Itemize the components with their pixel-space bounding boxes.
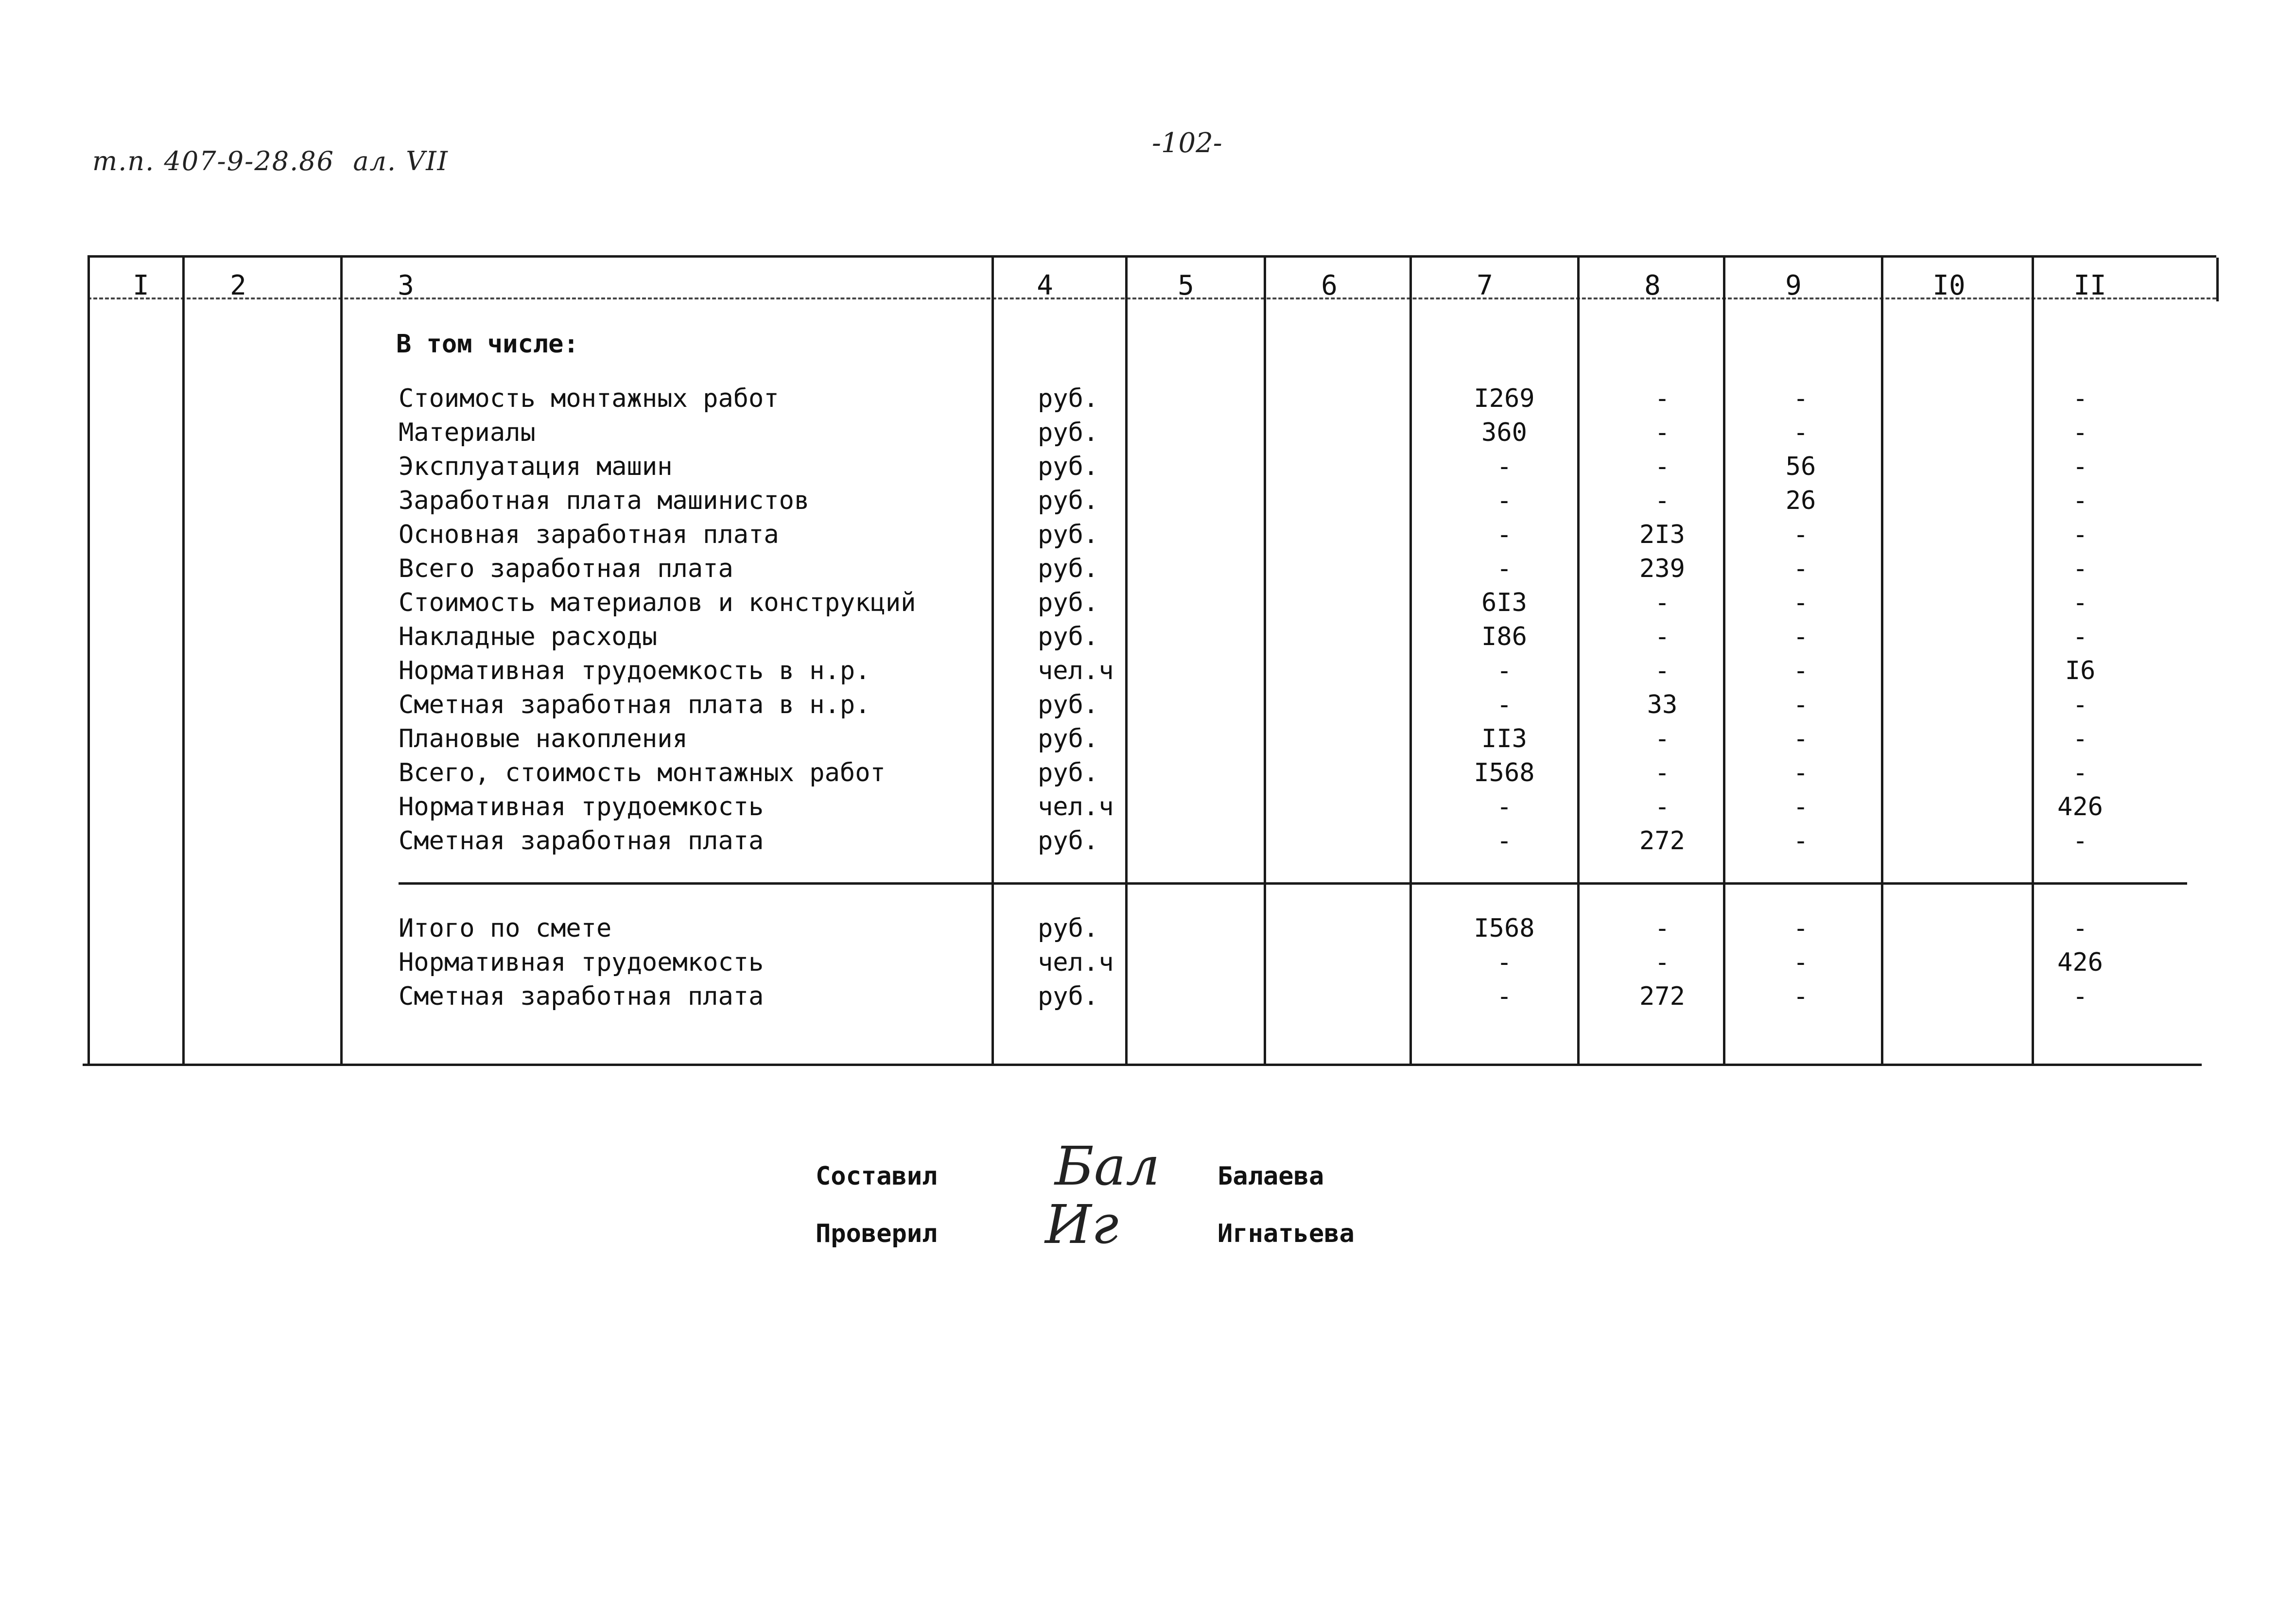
checked-signature: Иг xyxy=(1045,1193,1119,1256)
value-c8: 272 xyxy=(1639,982,1685,1011)
value-c7: I568 xyxy=(1474,914,1535,943)
value-c8: - xyxy=(1654,384,1670,413)
value-c8: - xyxy=(1654,914,1670,943)
column-header: I0 xyxy=(1932,270,1966,301)
row-unit: руб. xyxy=(1038,622,1099,651)
value-c11: - xyxy=(2072,914,2088,943)
column-rule xyxy=(340,258,343,1065)
row-unit: руб. xyxy=(1038,452,1099,481)
value-c8: - xyxy=(1654,948,1670,977)
value-c7: I568 xyxy=(1474,758,1535,787)
column-rule xyxy=(2216,258,2219,301)
value-c9: - xyxy=(1793,982,1809,1011)
value-c11: - xyxy=(2072,826,2088,856)
value-c11: - xyxy=(2072,520,2088,549)
row-label: Нормативная трудоемкость в н.р. xyxy=(399,656,870,685)
value-c8: - xyxy=(1654,452,1670,481)
value-c9: - xyxy=(1793,622,1809,651)
value-c8: - xyxy=(1654,622,1670,651)
row-label: Заработная плата машинистов xyxy=(399,486,810,515)
value-c7: - xyxy=(1496,520,1512,549)
row-unit: руб. xyxy=(1038,384,1099,413)
value-c8: - xyxy=(1654,792,1670,821)
row-unit: руб. xyxy=(1038,690,1099,719)
checked-label: Проверил xyxy=(816,1219,938,1248)
row-unit: руб. xyxy=(1038,520,1099,549)
value-c11: - xyxy=(2072,982,2088,1011)
value-c11: 426 xyxy=(2057,948,2103,977)
column-rule xyxy=(87,258,90,1065)
value-c7: - xyxy=(1496,656,1512,685)
value-c7: - xyxy=(1496,826,1512,856)
value-c7: II3 xyxy=(1481,724,1527,753)
value-c9: - xyxy=(1793,520,1809,549)
compiled-signature: Бал xyxy=(1055,1135,1160,1197)
column-rule xyxy=(1264,258,1266,1065)
value-c9: - xyxy=(1793,554,1809,583)
compiled-name: Балаева xyxy=(1218,1162,1324,1191)
row-label: Основная заработная плата xyxy=(399,520,779,549)
value-c9: - xyxy=(1793,792,1809,821)
value-c9: 56 xyxy=(1785,452,1816,481)
value-c11: - xyxy=(2072,384,2088,413)
value-c7: - xyxy=(1496,948,1512,977)
column-header: 6 xyxy=(1321,270,1338,301)
value-c8: 33 xyxy=(1647,690,1678,719)
section-title: В том числе: xyxy=(396,330,579,359)
value-c7: - xyxy=(1496,792,1512,821)
value-c11: - xyxy=(2072,690,2088,719)
value-c7: 6I3 xyxy=(1481,588,1527,617)
section-divider xyxy=(399,882,2187,885)
value-c9: - xyxy=(1793,656,1809,685)
table-bottom-rule xyxy=(83,1064,2202,1066)
value-c9: - xyxy=(1793,826,1809,856)
value-c11: - xyxy=(2072,724,2088,753)
column-header: I xyxy=(133,270,149,301)
value-c8: - xyxy=(1654,758,1670,787)
column-rule xyxy=(991,258,994,1065)
value-c7: - xyxy=(1496,486,1512,515)
value-c11: 426 xyxy=(2057,792,2103,821)
value-c8: 2I3 xyxy=(1639,520,1685,549)
row-label: Стоимость материалов и конструкций xyxy=(399,588,916,617)
column-rule xyxy=(1409,258,1412,1065)
value-c8: - xyxy=(1654,588,1670,617)
row-label: Эксплуатация машин xyxy=(399,452,673,481)
row-label: Материалы xyxy=(399,418,536,447)
value-c11: - xyxy=(2072,554,2088,583)
column-header: 9 xyxy=(1785,270,1802,301)
row-unit: руб. xyxy=(1038,724,1099,753)
value-c8: - xyxy=(1654,724,1670,753)
value-c7: - xyxy=(1496,554,1512,583)
row-unit: чел.ч xyxy=(1038,792,1114,821)
row-unit: руб. xyxy=(1038,982,1099,1011)
row-label: Накладные расходы xyxy=(399,622,658,651)
value-c9: - xyxy=(1793,914,1809,943)
row-label: Всего, стоимость монтажных работ xyxy=(399,758,886,787)
row-label: Нормативная трудоемкость xyxy=(399,792,764,821)
value-c11: - xyxy=(2072,588,2088,617)
document-code: т.п. 407-9-28.86 ал. VII xyxy=(92,146,449,176)
value-c9: 26 xyxy=(1785,486,1816,515)
column-header: 4 xyxy=(1037,270,1053,301)
column-rule xyxy=(1125,258,1128,1065)
value-c9: - xyxy=(1793,948,1809,977)
row-unit: чел.ч xyxy=(1038,948,1114,977)
value-c9: - xyxy=(1793,588,1809,617)
value-c8: 272 xyxy=(1639,826,1685,856)
value-c11: - xyxy=(2072,486,2088,515)
row-unit: руб. xyxy=(1038,554,1099,583)
row-unit: руб. xyxy=(1038,914,1099,943)
column-rule xyxy=(1577,258,1580,1065)
row-label: Плановые накопления xyxy=(399,724,688,753)
column-header: II xyxy=(2073,270,2106,301)
value-c9: - xyxy=(1793,384,1809,413)
value-c8: - xyxy=(1654,486,1670,515)
table-top-rule xyxy=(87,255,2216,258)
column-header: 2 xyxy=(230,270,246,301)
value-c8: 239 xyxy=(1639,554,1685,583)
value-c11: - xyxy=(2072,758,2088,787)
row-label: Всего заработная плата xyxy=(399,554,733,583)
value-c9: - xyxy=(1793,724,1809,753)
value-c7: I269 xyxy=(1474,384,1535,413)
row-label: Нормативная трудоемкость xyxy=(399,948,764,977)
value-c9: - xyxy=(1793,758,1809,787)
value-c9: - xyxy=(1793,690,1809,719)
row-unit: чел.ч xyxy=(1038,656,1114,685)
row-unit: руб. xyxy=(1038,418,1099,447)
row-unit: руб. xyxy=(1038,826,1099,856)
value-c11: - xyxy=(2072,622,2088,651)
row-label: Стоимость монтажных работ xyxy=(399,384,779,413)
value-c11: - xyxy=(2072,452,2088,481)
compiled-label: Составил xyxy=(816,1162,938,1191)
value-c7: I86 xyxy=(1481,622,1527,651)
value-c7: - xyxy=(1496,452,1512,481)
value-c7: 360 xyxy=(1481,418,1527,447)
value-c7: - xyxy=(1496,690,1512,719)
column-header: 3 xyxy=(398,270,414,301)
column-header: 8 xyxy=(1644,270,1661,301)
row-unit: руб. xyxy=(1038,486,1099,515)
column-rule xyxy=(1723,258,1725,1065)
column-rule xyxy=(2032,258,2034,1065)
row-label: Сметная заработная плата xyxy=(399,982,764,1011)
value-c8: - xyxy=(1654,418,1670,447)
row-label: Сметная заработная плата xyxy=(399,826,764,856)
row-unit: руб. xyxy=(1038,588,1099,617)
column-header: 5 xyxy=(1178,270,1194,301)
value-c8: - xyxy=(1654,656,1670,685)
column-rule xyxy=(182,258,185,1065)
value-c11: I6 xyxy=(2065,656,2096,685)
value-c9: - xyxy=(1793,418,1809,447)
value-c7: - xyxy=(1496,982,1512,1011)
checked-name: Игнатьева xyxy=(1218,1219,1355,1248)
row-label: Итого по смете xyxy=(399,914,612,943)
column-rule xyxy=(1881,258,1883,1065)
column-header: 7 xyxy=(1477,270,1493,301)
page-number: -102- xyxy=(1152,127,1222,159)
value-c11: - xyxy=(2072,418,2088,447)
row-unit: руб. xyxy=(1038,758,1099,787)
row-label: Сметная заработная плата в н.р. xyxy=(399,690,870,719)
